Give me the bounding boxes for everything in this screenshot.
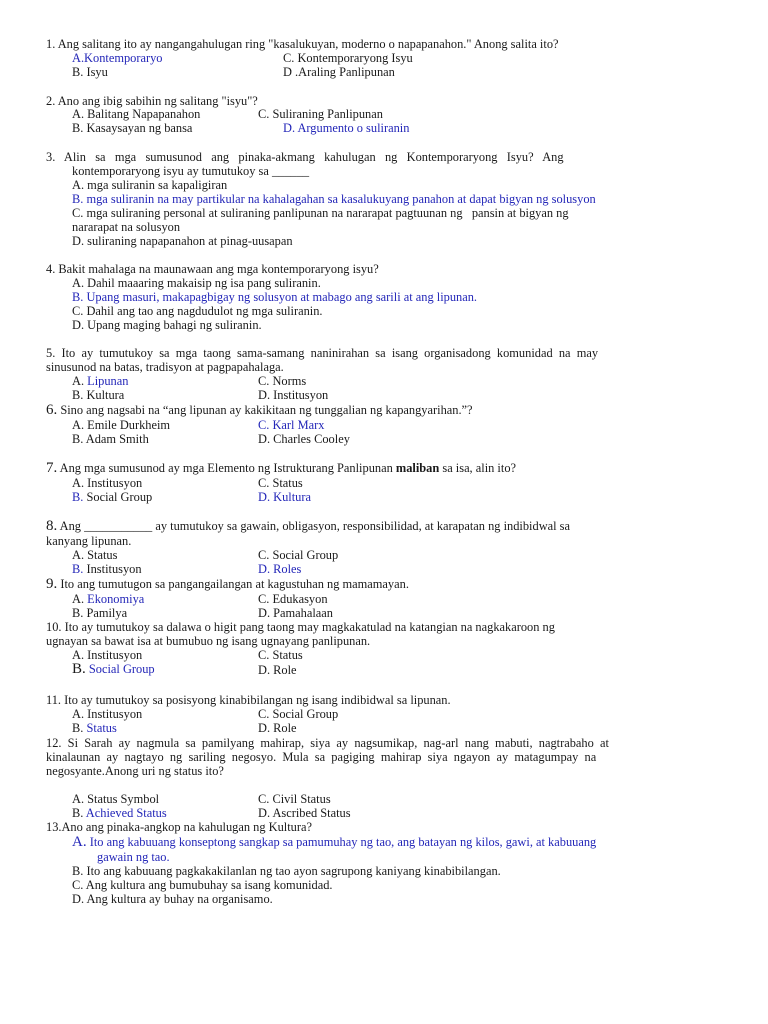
- q9-option-c: C. Edukasyon: [258, 592, 328, 606]
- q3-option-a: A. mga suliranin sa kapaligiran: [72, 178, 228, 192]
- q8-option-b-text: Institusyon: [86, 562, 142, 576]
- q12-option-c: C. Civil Status: [258, 792, 331, 806]
- q8-option-c: C. Social Group: [258, 548, 339, 562]
- q4-option-c: C. Dahil ang tao ang nagdudulot ng mga suliranin.: [72, 304, 323, 318]
- q10-option-b: [72, 662, 155, 676]
- q8-number: 8.: [46, 518, 58, 534]
- q10-option-d: D. Role: [258, 663, 297, 677]
- question-3-stem-line1: 3. Alin sa mga sumusunod ang pinaka-akmang kahulugan ng Kontemporaryong Isyu? Ang: [46, 150, 564, 164]
- q1-option-a: A.Kontemporaryo: [72, 51, 163, 65]
- question-5-stem-line2: sinusunod na batas, tradisyon at pagpapahalaga.: [46, 360, 284, 374]
- question-8-stem-line1: [46, 519, 570, 533]
- question-6-stem: [46, 403, 473, 417]
- q13-option-a-text: Ito ang kabuuang konseptong sangkap sa pamumuhay ng tao, ang batayan ng kilos, gawi, at kabuuang: [89, 835, 597, 849]
- q13-option-a-line2: gawain ng tao.: [97, 850, 170, 864]
- q1-option-d: D .Araling Panlipunan: [283, 65, 395, 79]
- q7-text-bold: maliban: [395, 461, 440, 475]
- q13-option-c: C. Ang kultura ang bumubuhay sa isang komunidad.: [72, 878, 333, 892]
- q5-option-b: B. Kultura: [72, 388, 125, 402]
- q4-option-a: A. Dahil maaaring makaisip ng isa pang suliranin.: [72, 276, 321, 290]
- q7-option-a: A. Institusyon: [72, 476, 143, 490]
- q6-option-a: A. Emile Durkheim: [72, 418, 171, 432]
- q13-option-d: D. Ang kultura ay buhay na organisamo.: [72, 892, 273, 906]
- q11-option-c: C. Social Group: [258, 707, 339, 721]
- question-12-stem-line3: negosyante.Anong uri ng status ito?: [46, 764, 224, 778]
- question-4-stem: 4. Bakit mahalaga na maunawaan ang mga kontemporaryong isyu?: [46, 262, 379, 276]
- q3-option-b: B. mga suliranin na may partikular na kahalagahan sa kasalukuyang panahon at dapat bigyan ng solusyon: [72, 192, 596, 206]
- q12-option-a: A. Status Symbol: [72, 792, 160, 806]
- q5-option-a-text: Lipunan: [87, 374, 129, 388]
- q4-option-d: D. Upang maging bahagi ng suliranin.: [72, 318, 262, 332]
- q4-option-b: B. Upang masuri, makapagbigay ng solusyon at mabago ang sarili at ang lipunan.: [72, 290, 478, 304]
- q6-text: Sino ang nagsabi na “ang lipunan ay kakikitaan ng tunggalian ng kapangyarihan.”?: [57, 403, 473, 417]
- q11-option-d: D. Role: [258, 721, 297, 735]
- q11-option-a: A. Institusyon: [72, 707, 143, 721]
- q2-option-c: C. Suliraning Panlipunan: [258, 107, 383, 121]
- q1-option-c: C. Kontemporaryong Isyu: [283, 51, 413, 65]
- q13-option-b: B. Ito ang kabuuang pagkakakilanlan ng tao ayon sagrupong kaniyang kinabibilangan.: [72, 864, 501, 878]
- question-12-stem-line2: kinalaunan ay nagtayo ng sariling negosyo. Mula sa pagiging mahirap siya ngayon ay matagumpay na: [46, 750, 597, 764]
- q7-text-post: sa isa, alin ito?: [439, 461, 517, 475]
- question-3-stem-line2: kontemporaryong isyu ay tumutukoy sa ______: [72, 164, 310, 178]
- question-7-stem: [46, 461, 516, 475]
- q6-option-c: C. Karl Marx: [258, 418, 325, 432]
- question-8-stem-line2: kanyang lipunan.: [46, 534, 132, 548]
- q5-option-a: [72, 374, 128, 388]
- q3-option-c-line1: C. mga suliraning personal at suliraning panlipunan na nararapat pagtuunan ng pansin at bigyan ng: [72, 206, 569, 220]
- q10-option-a: A. Institusyon: [72, 648, 143, 662]
- q3-option-c-line2: nararapat na solusyon: [72, 220, 181, 234]
- q12-option-b-text: Achieved Status: [85, 806, 167, 820]
- q9-option-a-text: Ekonomiya: [87, 592, 145, 606]
- q9-number: 9.: [46, 576, 58, 592]
- q13-option-a-line1: [72, 835, 596, 849]
- q8-option-a: A. Status: [72, 548, 118, 562]
- q11-option-b-text: Status: [86, 721, 117, 735]
- q9-option-d: D. Pamahalaan: [258, 606, 334, 620]
- q6-number: 6.: [46, 402, 58, 418]
- q7-number: 7.: [46, 460, 58, 476]
- q2-option-d: D. Argumento o suliranin: [283, 121, 410, 135]
- q5-option-a-letter: A.: [72, 374, 85, 388]
- q6-option-b: B. Adam Smith: [72, 432, 149, 446]
- q7-option-b-text: Social Group: [86, 490, 153, 504]
- question-5-stem-line1: 5. Ito ay tumutukoy sa mga taong sama-samang naninirahan sa isang organisadong komunidad na may: [46, 346, 599, 360]
- q3-option-d: D. suliraning napapanahon at pinag-uusapan: [72, 234, 293, 248]
- q5-option-d: D. Institusyon: [258, 388, 329, 402]
- q7-option-b-letter: B.: [72, 490, 84, 504]
- q10-option-c: C. Status: [258, 648, 303, 662]
- q8-option-b: [72, 562, 142, 576]
- question-11-stem: 11. Ito ay tumutukoy sa posisyong kinabibilangan ng isang indibidwal sa lipunan.: [46, 693, 451, 707]
- q12-option-d: D. Ascribed Status: [258, 806, 351, 820]
- q7-option-c: C. Status: [258, 476, 303, 490]
- q12-option-b: [72, 806, 167, 820]
- q7-option-b: [72, 490, 152, 504]
- q9-text: Ito ang tumutugon sa pangangailangan at kagustuhan ng mamamayan.: [57, 577, 409, 591]
- q13-option-a-letter: A.: [72, 834, 87, 850]
- q8-text: Ang ___________ ay tumutukoy sa gawain, obligasyon, responsibilidad, at karapatan ng indibidwal sa: [57, 519, 571, 533]
- q1-option-b: B. Isyu: [72, 65, 108, 79]
- q2-option-b: B. Kasaysayan ng bansa: [72, 121, 193, 135]
- q9-option-a: [72, 592, 144, 606]
- q9-option-a-letter: A.: [72, 592, 85, 606]
- q12-option-b-letter: B.: [72, 806, 84, 820]
- q8-option-d: D. Roles: [258, 562, 302, 576]
- q11-option-b-letter: B.: [72, 721, 84, 735]
- q5-option-c: C. Norms: [258, 374, 307, 388]
- q2-option-a: A. Balitang Napapanahon: [72, 107, 201, 121]
- question-12-stem-line1: 12. Si Sarah ay nagmula sa pamilyang mahirap, siya ay nagsumikap, nag-arl nang mabuti, nagtrabaho at: [46, 736, 609, 750]
- q10-option-b-letter: B.: [72, 661, 86, 677]
- question-2-stem: 2. Ano ang ibig sabihin ng salitang "isyu"?: [46, 94, 258, 108]
- question-9-stem: [46, 577, 409, 591]
- q7-text-pre: Ang mga sumusunod ay mga Elemento ng Istrukturang Panlipunan: [57, 461, 396, 475]
- q7-option-d: D. Kultura: [258, 490, 311, 504]
- question-10-stem-line2: ugnayan sa bawat isa at bumubuo ng isang ugnayang panlipunan.: [46, 634, 371, 648]
- q6-option-d: D. Charles Cooley: [258, 432, 350, 446]
- q10-option-b-text: Social Group: [88, 662, 155, 676]
- question-13-stem: 13.Ano ang pinaka-angkop na kahulugan ng Kultura?: [46, 820, 312, 834]
- q11-option-b: [72, 721, 117, 735]
- question-1-stem: 1. Ang salitang ito ay nangangahulugan ring "kasalukuyan, moderno o napapanahon." Anong salita ito?: [46, 37, 559, 51]
- question-10-stem-line1: 10. Ito ay tumutukoy sa dalawa o higit pang taong may magkakatulad na katangian na nagkakaroon ng: [46, 620, 555, 634]
- q8-option-b-letter: B.: [72, 562, 84, 576]
- q9-option-b: B. Pamilya: [72, 606, 128, 620]
